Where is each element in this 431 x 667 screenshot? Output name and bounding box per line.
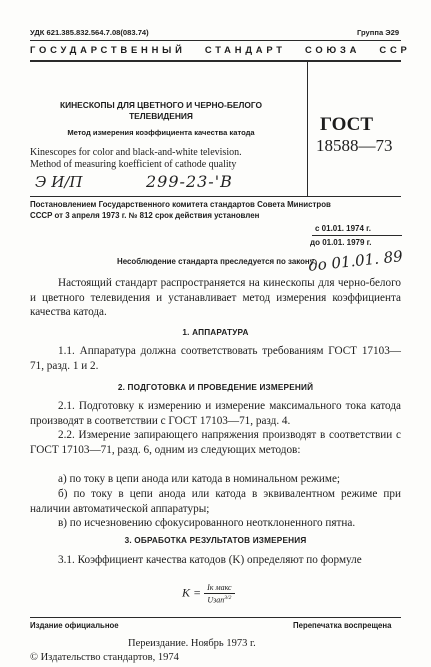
compliance-note: Несоблюдение стандарта преследуется по закону bbox=[117, 257, 315, 266]
gost-number: 18588—73 bbox=[316, 136, 393, 155]
official-edition: Издание официальное bbox=[30, 621, 119, 630]
formula-denominator-base: Uзап bbox=[207, 595, 225, 605]
section-1-paragraph-1: 1.1. Аппаратура должна соответствовать требованиям ГОСТ 17103—71, разд. 1 и 2. bbox=[30, 345, 401, 372]
section-2-paragraph-1: 2.1. Подготовку к измерению и измерение максимального тока катода производят в соответствии с ГОСТ 17103—71, разд. 4. bbox=[30, 400, 401, 427]
title-en-line-1: Kinescopes for color and black-and-white television. bbox=[30, 147, 242, 158]
formula-exponent: 3/2 bbox=[224, 595, 232, 601]
section-2-heading: 2. ПОДГОТОВКА И ПРОВЕДЕНИЕ ИЗМЕРЕНИЙ bbox=[117, 383, 314, 392]
handwritten-extension-date: до 01.01. 89 bbox=[307, 247, 404, 275]
validity-to: до 01.01. 1979 г. bbox=[310, 238, 372, 247]
title-en-line-2: Method of measuring koefficient of cathode quality bbox=[30, 159, 237, 170]
formula-lhs: K = bbox=[182, 585, 202, 600]
decree-line-2: СССР от 3 апреля 1973 г. № 812 срок действия установлен bbox=[30, 210, 260, 220]
quality-formula bbox=[182, 583, 235, 605]
section-2-item-a: а) по току в цепи анода или катода в номинальном режиме; bbox=[58, 473, 341, 485]
standard-banner: ГОСУДАРСТВЕННЫЙ СТАНДАРТ СОЮЗА ССР bbox=[30, 44, 411, 55]
validity-from: с 01.01. 1974 г. bbox=[315, 224, 371, 233]
title-en bbox=[30, 147, 300, 171]
decree-line-1: Постановлением Государственного комитета стандартов Совета Министров bbox=[30, 200, 331, 209]
footer-rule bbox=[30, 617, 401, 618]
udk-code: УДК 621.385.832.564.7.08(083.74) bbox=[30, 28, 149, 37]
handwritten-mark-2: 299-23-'В bbox=[146, 172, 233, 191]
reissue-note: Переиздание. Ноябрь 1973 г. bbox=[128, 638, 256, 649]
formula-numerator: Iк макс bbox=[204, 583, 235, 594]
title-bottom-rule bbox=[30, 196, 401, 197]
section-3-heading: 3. ОБРАБОТКА РЕЗУЛЬТАТОВ ИЗМЕРЕНИЯ bbox=[124, 536, 307, 545]
header-top-rule bbox=[30, 40, 401, 41]
copyright-note: © Издательство стандартов, 1974 bbox=[30, 652, 179, 663]
handwritten-mark-1: Э И/П bbox=[35, 173, 83, 191]
formula-denominator bbox=[204, 594, 235, 605]
title-ru-line-1: КИНЕСКОПЫ ДЛЯ ЦВЕТНОГО И ЧЕРНО-БЕЛОГО bbox=[60, 100, 262, 110]
group-code: Группа Э29 bbox=[357, 28, 400, 37]
gost-label: ГОСТ bbox=[320, 114, 374, 135]
section-1-heading: 1. АППАРАТУРА bbox=[182, 328, 249, 337]
formula-fraction bbox=[204, 583, 235, 605]
intro-paragraph: Настоящий стандарт распространяется на кинескопы для черно-белого и цветного телевидения и устанавливает метод измерения коэффициента качества катода. bbox=[30, 277, 401, 319]
validity-divider bbox=[312, 235, 402, 236]
reprint-prohibited: Перепечатка воспрещена bbox=[293, 621, 392, 630]
section-2-item-c: в) по исчезновению сфокусированного неотклоненного пятна. bbox=[58, 517, 356, 529]
section-3-paragraph-1: 3.1. Коэффициент качества катодов (K) определяют по формуле bbox=[58, 554, 362, 566]
decree-text bbox=[30, 200, 401, 221]
subtitle-ru: Метод измерения коэффициента качества катода bbox=[67, 128, 255, 137]
section-2-item-b: б) по току в цепи анода или катода в эквивалентном режиме при наличии автоматической аппаратуры; bbox=[30, 488, 401, 515]
title-ru-line-2: ТЕЛЕВИДЕНИЯ bbox=[129, 111, 193, 121]
section-2-paragraph-2: 2.2. Измерение запирающего напряжения производят в соответствии с ГОСТ 17103—71, разд. 6, одним из следующих методов: bbox=[30, 429, 401, 456]
title-block-left bbox=[30, 62, 308, 196]
